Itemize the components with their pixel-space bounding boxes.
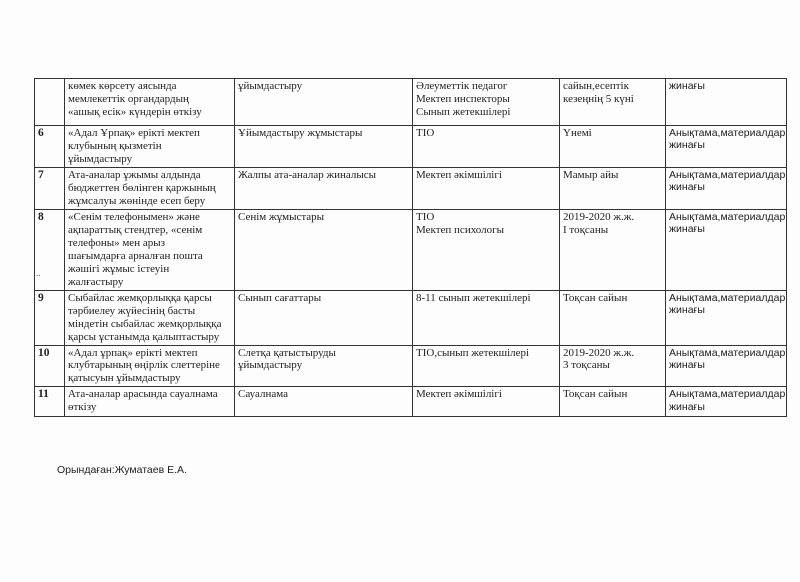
result-cell-line: Анықтама,материалдар xyxy=(669,388,786,401)
responsible-cell xyxy=(413,167,560,209)
scan-mark: .. xyxy=(36,268,41,278)
form-cell-line: Слетқа қатыстыруды xyxy=(238,346,336,359)
event-cell-line: «Сенім телефонымен» және xyxy=(68,210,200,223)
event-cell-line: міндетін сыбайлас жемқорлыққа xyxy=(68,317,222,330)
table-row xyxy=(35,126,787,168)
form-cell xyxy=(235,387,413,417)
result-cell xyxy=(666,167,787,209)
time-cell xyxy=(560,126,666,168)
result-cell xyxy=(666,387,787,417)
event-cell-line: Сыбайлас жемқорлыққа қарсы xyxy=(68,291,212,304)
form-cell xyxy=(235,79,413,126)
event-cell-line: мемлекеттік органдардың xyxy=(68,92,189,105)
result-cell-line: Анықтама,материалдар xyxy=(669,346,786,359)
event-cell-line: телефоны» мен арыз xyxy=(68,236,165,249)
event-cell-line: «Адал Ұрпақ» ерікті мектеп xyxy=(68,127,200,139)
result-cell-line: Анықтама,материалдар xyxy=(669,210,786,223)
table-row xyxy=(35,290,787,345)
result-cell xyxy=(666,290,787,345)
result-cell-line: жинағы xyxy=(669,304,705,316)
result-cell-line: жинағы xyxy=(669,80,705,92)
table-row xyxy=(35,387,787,417)
time-cell-line: Үнемі xyxy=(563,127,592,139)
row-number-cell: 9 xyxy=(35,290,65,345)
form-cell-line: Сауалнама xyxy=(238,388,289,401)
event-cell xyxy=(65,345,235,387)
time-cell xyxy=(560,209,666,290)
time-cell-line: Тоқсан сайын xyxy=(563,291,628,304)
form-cell xyxy=(235,290,413,345)
event-cell-line: ақпараттық стендтер, «сенім xyxy=(68,223,203,236)
event-cell xyxy=(65,209,235,290)
event-cell-line: клубтарының өңірлік слеттеріне xyxy=(68,359,220,372)
table-row xyxy=(35,345,787,387)
event-cell-line: «Адал ұрпақ» ерікті мектеп xyxy=(68,346,198,359)
event-cell-line: клубының қызметін xyxy=(68,139,162,152)
time-cell xyxy=(560,290,666,345)
responsible-cell-line: Мектеп әкімшілігі xyxy=(416,388,502,401)
event-cell-line: көмек көрсету аясында xyxy=(68,80,177,92)
time-cell-line: Мамыр айы xyxy=(563,168,619,181)
event-cell-line: жұмсалуы жөнінде есеп беру xyxy=(68,194,206,207)
result-cell-line: Анықтама,материалдар xyxy=(669,168,786,181)
responsible-cell xyxy=(413,345,560,387)
event-cell-line: «ашық есік» күндерін өткізу xyxy=(68,105,202,118)
event-cell-line: бюджеттен бөлінген қаржының xyxy=(68,181,216,194)
responsible-cell xyxy=(413,79,560,126)
event-cell-line: өткізу xyxy=(68,401,97,414)
result-cell-line: Анықтама,материалдар xyxy=(669,127,786,139)
time-cell-line: 3 тоқсаны xyxy=(563,359,610,372)
time-cell-line: І тоқсаны xyxy=(563,223,609,236)
event-cell-line: Ата-аналар арасында сауалнама xyxy=(68,388,218,401)
result-cell xyxy=(666,126,787,168)
row-number-cell: 6 xyxy=(35,126,65,168)
event-cell xyxy=(65,290,235,345)
table-row xyxy=(35,167,787,209)
responsible-cell-line: ТІО xyxy=(416,210,435,223)
time-cell-line: 2019-2020 ж.ж. xyxy=(563,210,635,223)
time-cell-line: 2019-2020 ж.ж. xyxy=(563,346,635,359)
event-cell-line: қатысуын ұйымдастыру xyxy=(68,372,181,385)
result-cell xyxy=(666,209,787,290)
responsible-cell-line: 8-11 сынып жетекшілері xyxy=(416,291,531,304)
responsible-cell-line: Мектеп әкімшілігі xyxy=(416,168,502,181)
form-cell xyxy=(235,126,413,168)
result-cell-line: жинағы xyxy=(669,181,705,194)
event-cell-line: қарсы ұстанымда қалыптастыру xyxy=(68,330,220,343)
table-row xyxy=(35,209,787,290)
event-cell xyxy=(65,387,235,417)
row-number-cell: 7 xyxy=(35,167,65,209)
event-cell xyxy=(65,79,235,126)
responsible-cell xyxy=(413,387,560,417)
responsible-cell-line: Сынып жетекшілері xyxy=(416,105,511,118)
form-cell xyxy=(235,167,413,209)
row-number-cell xyxy=(35,79,65,126)
table-row xyxy=(35,79,787,126)
result-cell-line: жинағы xyxy=(669,358,705,371)
responsible-cell xyxy=(413,126,560,168)
form-cell-line: ұйымдастыру xyxy=(238,359,303,372)
form-cell-line: Ұйымдастыру жұмыстары xyxy=(238,127,363,139)
event-cell-line: жалғастыру xyxy=(68,275,124,288)
form-cell xyxy=(235,209,413,290)
row-number-cell: 10 xyxy=(35,345,65,387)
event-cell-line: ұйымдастыру xyxy=(68,152,133,165)
responsible-cell-line: ТІО,сынып жетекшілері xyxy=(416,346,530,359)
time-cell xyxy=(560,345,666,387)
form-cell-line: Сенім жұмыстары xyxy=(238,210,325,223)
responsible-cell-line: Әлеуметтік педагог xyxy=(416,80,508,92)
time-cell xyxy=(560,387,666,417)
time-cell xyxy=(560,79,666,126)
result-cell-line: жинағы xyxy=(669,139,705,152)
result-cell-line: жинағы xyxy=(669,400,705,413)
time-cell-line: кезеңнің 5 күні xyxy=(563,92,634,105)
event-cell xyxy=(65,167,235,209)
form-cell xyxy=(235,345,413,387)
form-cell-line: Сынып сағаттары xyxy=(238,291,322,304)
signature-line: Орындаған:Жуматаев Е.А. xyxy=(57,464,187,476)
event-cell-line: шағымдарға арналған пошта xyxy=(68,249,203,262)
row-number-cell: 8 xyxy=(35,209,65,290)
event-cell-line: Ата-аналар ұжымы алдында xyxy=(68,168,201,181)
responsible-cell xyxy=(413,290,560,345)
time-cell xyxy=(560,167,666,209)
result-cell xyxy=(666,345,787,387)
row-number-cell: 11 xyxy=(35,387,65,417)
time-cell-line: сайын,есептік xyxy=(563,80,629,92)
events-table xyxy=(34,78,787,417)
form-cell-line: ұйымдастыру xyxy=(238,80,303,92)
responsible-cell-line: Мектеп инспекторы xyxy=(416,92,510,105)
time-cell-line: Тоқсан сайын xyxy=(563,388,628,401)
event-cell xyxy=(65,126,235,168)
responsible-cell-line: ТІО xyxy=(416,127,435,139)
result-cell-line: Анықтама,материалдар xyxy=(669,291,786,304)
responsible-cell xyxy=(413,209,560,290)
event-cell-line: жәшігі жұмыс істеуін xyxy=(68,262,170,275)
event-cell-line: тәрбиелеу жүйесінің басты xyxy=(68,304,196,317)
responsible-cell-line: Мектеп психологы xyxy=(416,223,505,236)
result-cell-line: жинағы xyxy=(669,223,705,236)
form-cell-line: Жалпы ата-аналар жиналысы xyxy=(238,168,377,181)
result-cell xyxy=(666,79,787,126)
